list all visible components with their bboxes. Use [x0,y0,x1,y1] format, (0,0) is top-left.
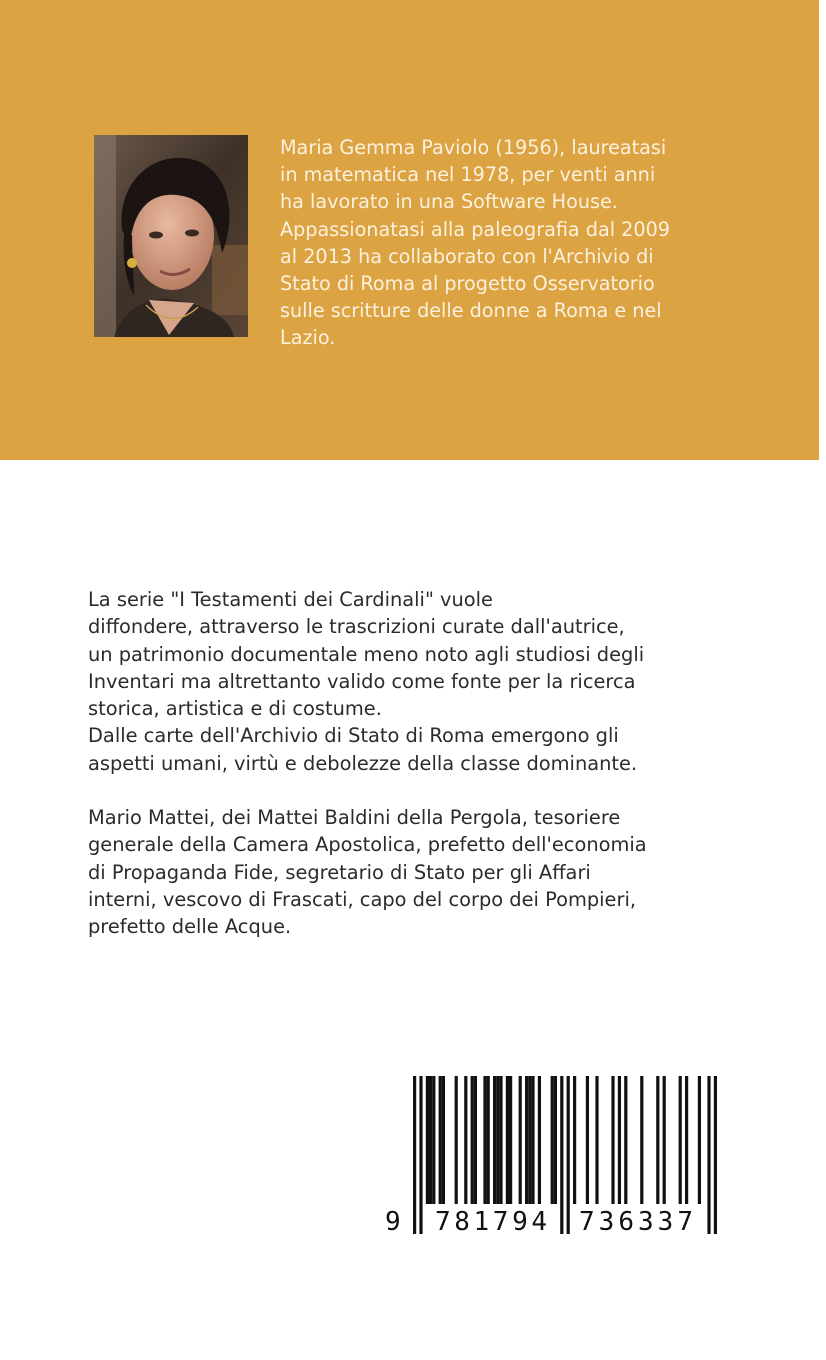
barcode-bar [429,1076,432,1204]
barcode-bar [493,1076,496,1204]
barcode-bar [519,1076,522,1204]
barcode-bar [554,1076,557,1204]
barcode-left-digits: 781794 [435,1207,547,1237]
barcode-bar [509,1076,512,1204]
barcode-bar [624,1076,627,1204]
barcode-first-digit: 9 [385,1207,401,1237]
isbn-barcode [385,1074,725,1244]
barcode-bar [474,1076,477,1204]
barcode-bar [551,1076,554,1204]
barcode-bar [432,1076,435,1204]
barcode-bar [567,1076,570,1234]
barcode-bar [499,1076,502,1204]
barcode-bar [439,1076,442,1204]
barcode-bar [586,1076,589,1204]
barcode-bar [611,1076,614,1204]
series-description: La serie "I Testamenti dei Cardinali" vuole diffondere, attraverso le trascrizioni curate dall'autrice, un patrimonio documentale meno noto agli studiosi degli Inventari ma altrettanto valido come fonte per la ricerca storica, artistica e di costume. Dalle carte dell'Archivio di Stato di Roma emergono gli aspetti umani, virtù e debolezze della classe dominante. [88,588,645,775]
page-edge [819,0,826,1360]
barcode-bar [471,1076,474,1204]
barcode-bar [525,1076,528,1204]
barcode-bar [419,1076,422,1234]
barcode-bar [656,1076,659,1204]
barcode-bar [442,1076,445,1204]
barcode-right-digits: 736337 [579,1207,693,1237]
barcode-bar [455,1076,458,1204]
barcode-bar [714,1076,717,1234]
barcode-bar [487,1076,490,1204]
barcode-bar [573,1076,576,1204]
barcode-bar [560,1076,563,1234]
barcode-bar [538,1076,541,1204]
barcode-bar [685,1076,688,1204]
barcode-bar [483,1076,486,1204]
barcode-bar [496,1076,499,1204]
cardinal-description: Mario Mattei, dei Mattei Baldini della Pergola, tesoriere generale della Camera Apostolica, prefetto dell'economia di Propaganda Fide, segretario di Stato per gli Affari interni, vescovo di Frascati, capo del corpo dei Pompieri, prefetto delle Acque. [88,806,647,939]
author-bio: Maria Gemma Paviolo (1956), laureatasi in matematica nel 1978, per venti anni ha lavorato in una Software House. Appassionatasi alla paleografia dal 2009 al 2013 ha collaborato con l'Archivio di Stato di Roma al progetto Osservatorio sulle scritture delle donne a Roma e nel Lazio. [280,136,670,350]
barcode-bar [531,1076,534,1204]
barcode-bar [426,1076,429,1204]
barcode-bar [663,1076,666,1204]
barcode-bar [413,1076,416,1234]
barcode-bar [640,1076,643,1204]
barcode-bar [698,1076,701,1204]
barcode-bar [506,1076,509,1204]
barcode-bar [618,1076,621,1204]
author-portrait-icon [94,135,248,337]
barcode-bar [679,1076,682,1204]
author-photo [94,135,248,337]
barcode-bar [464,1076,467,1204]
barcode-bar [528,1076,531,1204]
barcode-bar [707,1076,710,1234]
barcode-bar [595,1076,598,1204]
